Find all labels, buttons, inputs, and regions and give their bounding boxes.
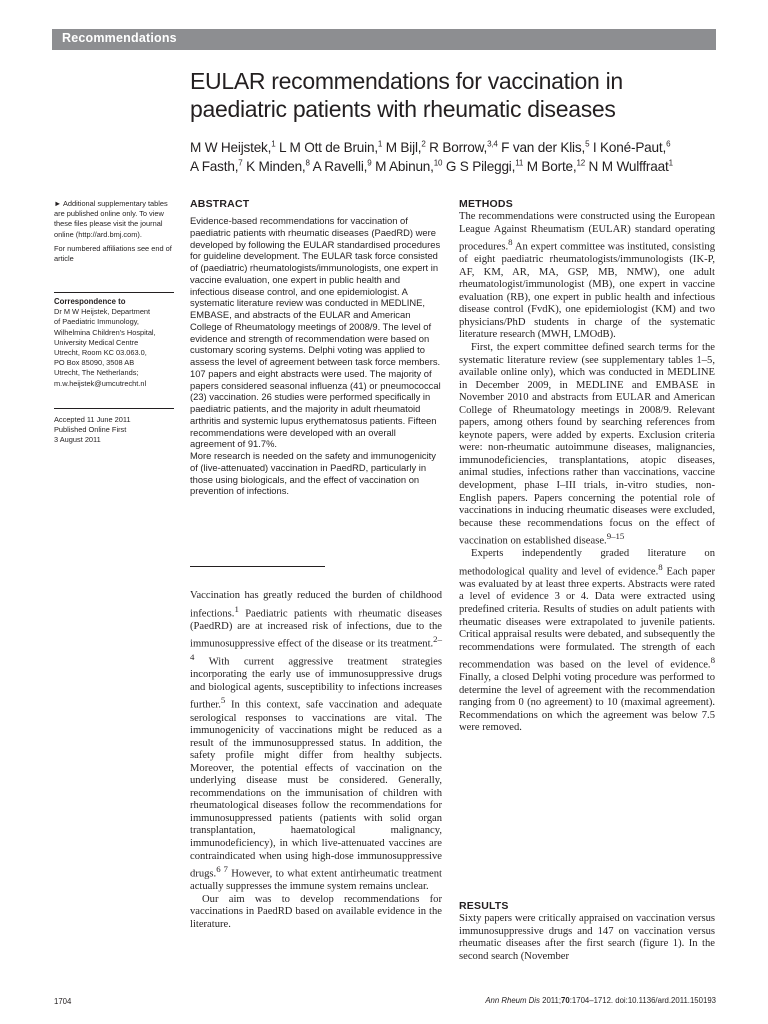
correspondence-line: Dr M W Heijstek, Department [54,307,151,317]
abstract-paragraph: 107 papers and eight abstracts were used. The majority of papers considered seasonal influenza (41) or pneumococcal (23) vaccination. 26 studies were performed specifically in paediatric patients, and the majority in adult rheumatoid arthritis and systemic lupus erythematosus patients. Fifteen recommendations were developed with an overall agreement of 91.7%. [190,367,441,450]
author-line-1: M W Heijstek,$^1$ L M Ott de Bruin,$^1$ M Bijl,$^2$ R Borrow,$^{3,4}$ F van der Klis,$^5$ I Koné-Paut,$^6$ [190,139,671,155]
abstract-body [190,215,442,497]
correspondence-line: Utrecht, The Netherlands; [54,368,139,378]
sidebar-notes [54,199,174,268]
accepted-date: Accepted 11 June 2011 [54,415,131,424]
correspondence-heading: Correspondence to [54,297,126,306]
abstract-paragraph: Evidence-based recommendations for vaccination of paediatric patients with rheumatic diseases (PaedRD) were developed by following the EULAR standardised procedures for guideline development. The EULAR task force consisted of (paediatric) rheumatologists/immunologists, one expert in vaccine evaluation, one expert in public health and infectious disease control, and one epidemiologist. A systematic literature review was conducted in MEDLINE, EMBASE, and abstracts of the EULAR and American College of Rheumatology meetings of 2008/9. The level of evidence and strength of recommendation were based on customary scoring systems. Delphi voting was applied to assess the level of agreement between task force members. [190,215,441,367]
introduction-text [190,590,442,931]
methods-heading: METHODS [459,198,513,210]
methods-paragraph: First, the expert committee defined search terms for the systematic literature review (see supplementary tables 1–5, available online only), which was conducted in MEDLINE in December 2009, in MEDLINE and EMBASE in November 2010 and abstracts from EULAR and American College of Rheumatology meetings in 2008/9. Relevant papers, among others found by searching references from keynote papers, were added by experts. Exclusion criteria were: non-rheumatic autoimmune diseases, malignancies, immunodeficiencies, transplantations, atopic diseases, animal studies, infections rather than vaccinations, vaccine development, phase I–III trials, in-vitro studies, non-English papers. Papers concerning the potential role of vaccinations in inducing rheumatic diseases were excluded, because these recommendations focus on the effect of vaccination on established disease.$^{9-15}$ [459,342,715,547]
abstract-heading: ABSTRACT [190,198,250,210]
section-label: Recommendations [62,31,177,45]
sidebar-divider [54,292,174,293]
intro-paragraph: Our aim was to develop recommendations for vaccinations in PaedRD based on available evidence in the literature. [190,893,442,930]
published-label: Published Online First [54,425,127,435]
section-banner [52,29,716,50]
methods-paragraph: Experts independently graded literature on methodological quality and level of evidence.$^8$ Each paper was evaluated by at least three experts. Abstracts were rated a level of evidence 3 or 4. Data were extracted using predefined criteria. Results of studies on adult patients with rheumatic diseases were extrapolated to juvenile patients. Critical appraisal results were debated, and subsequently the recommendations were formulated. The strength of each recommendation was based on the level of evidence.$^8$ Finally, a closed Delphi voting procedure was performed to determine the level of agreement with the recommendation ranging from 0 (no agreement) to 10 (maximal agreement). Recommendations on which the agreement was below 7.5 were removed. [459,548,715,734]
author-list [190,138,720,176]
correspondence-line: PO Box 85090, 3508 AB [54,358,135,368]
correspondence-line: of Paediatric Immunology, [54,317,139,327]
article-title: EULAR recommendations for vaccination in paediatric patients with rheumatic diseases [190,68,623,122]
correspondence-block [54,297,174,389]
methods-paragraph: The recommendations were constructed using the European League Against Rheumatism (EULAR) standard operating procedures.$^8$ An expert committee was instituted, consisting of eight paediatric rheumatologists/immunologists (IK-P, AF, KM, AR, MA, GSP, MB, NMW), one adult rheumatologist/immunologist (MB), one expert in vaccine evaluation (RB), one expert in public health and infectious disease control (FvdK), one epidemiologist (KM) and two physicians/PhD students in charge of the systematic literature research (MWH, LMOdB). [459,211,715,341]
citation-footer: Ann Rheum Dis 2011;70:1704–1712. doi:10.1136/ard.2011.150193 [485,996,716,1005]
methods-text [459,211,715,735]
results-heading: RESULTS [459,900,509,912]
abstract-paragraph: More research is needed on the safety and immunogenicity of (live-attenuated) vaccination in PaedRD, particularly in those using biologicals, and the effect of vaccination on prevention of infections. [190,450,436,497]
abstract-divider [190,566,325,567]
published-date: 3 August 2011 [54,435,101,445]
author-line-2: A Fasth,$^7$ K Minden,$^8$ A Ravelli,$^9$ M Abinun,$^{10}$ G S Pileggi,$^{11}$ M Borte,$^{12}$ N M Wulffraat$^1$ [190,158,673,174]
correspondence-line: University Medical Centre [54,337,139,347]
results-paragraph: Sixty papers were critically appraised on vaccination versus immunosuppressive drugs and 147 on vaccination versus rheumatic diseases after the first search (figure 1). In the second search (November [459,913,715,962]
page-number: 1704 [54,997,72,1006]
sidebar-divider [54,408,174,409]
correspondence-email[interactable]: m.w.heijstek@umcutrecht.nl [54,378,147,388]
correspondence-line: Wilhelmina Children's Hospital, [54,327,156,337]
affiliations-note: For numbered affiliations see end of article [54,243,172,264]
intro-paragraph: Vaccination has greatly reduced the burden of childhood infections.$^1$ Paediatric patients with rheumatic diseases (PaedRD) are at increased risk of infections, due to the immunosuppressive effect of the disease or its treatment.$^{2-4}$ With current aggressive treatment strategies incorporating the early use of immunosuppressive drugs and biological agents, susceptibility to infections increases further.$^5$ In this context, safe vaccination and adequate serological responses to vaccinations are vital. The immunogenicity of vaccinations might be reduced as a result of the immunosuppressed status. In addition, the safety profile might differ from healthy subjects. Moreover, the potential effects of vaccination on the underlying disease must be considered. Generally, recommendations on the immunisation of children with rheumatological diseases follow the recommendations for immunosuppressed patients (patients with solid organ transplantation, haematological malignancy, immunodeficiency), in which live-attenuated vaccines are contraindicated when using high-dose immunosuppressive drugs.$^{6 7}$ However, to what extent antirheumatic treatment actually suppresses the immune system remains unclear. [190,590,442,893]
results-text [459,913,715,963]
correspondence-line: Utrecht, Room KC 03.063.0, [54,348,147,358]
supplementary-note: ► Additional supplementary tables are published online only. To view these files please visit the journal online (http://ard.bmj.com). [54,199,168,239]
dates-block [54,415,174,446]
